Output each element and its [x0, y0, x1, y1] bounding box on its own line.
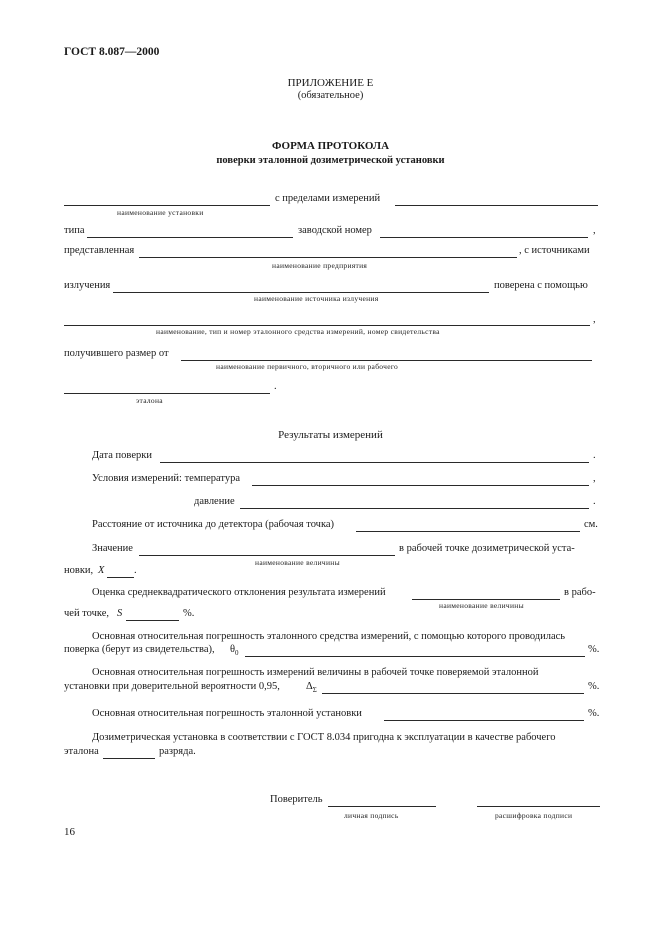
standard-number: ГОСТ 8.087—2000	[64, 46, 160, 58]
caption-enterprise: наименование предприятия	[272, 261, 368, 270]
appendix-subtitle: (обязательное)	[297, 90, 364, 101]
verifier-label: Поверитель	[270, 794, 323, 805]
delta-percent: %.	[588, 681, 600, 692]
setup-error-line[interactable]	[384, 720, 584, 721]
meas-error-line-1: Основная относительная погрешность измерений величины в рабочей точке поверяемой эталонной	[92, 667, 539, 678]
grade-label: разряда.	[159, 746, 196, 757]
etalon-line[interactable]	[64, 393, 270, 394]
appendix-title: ПРИЛОЖЕНИЕ Е	[287, 77, 374, 89]
setup-error-label: Основная относительная погрешность эталонной установки	[92, 708, 362, 719]
enterprise-line[interactable]	[139, 257, 517, 258]
delta-symbol: Δ	[306, 681, 313, 692]
form-subtitle: поверки эталонной дозиметрической установки	[216, 155, 445, 166]
with-sources-label: , с источниками	[519, 245, 590, 256]
temperature-line[interactable]	[252, 485, 589, 486]
cm-label: см.	[584, 519, 598, 530]
s-line[interactable]	[126, 620, 179, 621]
grade-line[interactable]	[103, 758, 155, 759]
form-title: ФОРМА ПРОТОКОЛА	[271, 140, 390, 152]
value-line[interactable]	[139, 555, 395, 556]
radiation-source-line[interactable]	[113, 292, 489, 293]
theta-percent: %.	[588, 644, 600, 655]
date-label: Дата поверки	[92, 450, 152, 461]
type-line[interactable]	[87, 237, 293, 238]
setup-error-percent: %.	[588, 708, 600, 719]
s-percent: %.	[183, 608, 195, 619]
verified-with-label: поверена с помощью	[494, 280, 588, 291]
x-symbol: X	[98, 565, 105, 576]
conditions-label: Условия измерений: температура	[92, 473, 241, 484]
type-label: типа	[64, 225, 85, 236]
value-tail: в рабочей точке дозиметрической уста-	[399, 543, 575, 554]
decode-line[interactable]	[477, 806, 600, 807]
serial-line[interactable]	[380, 237, 588, 238]
delta-sub: Σ	[312, 686, 317, 695]
caption-source: наименование источника излучения	[254, 294, 379, 303]
results-title: Результаты измерений	[278, 429, 383, 441]
reference-line[interactable]	[64, 325, 590, 326]
basic-error-line-2: поверка (берут из свидетельства),	[64, 644, 215, 655]
value-label: Значение	[92, 543, 133, 554]
delta-line[interactable]	[322, 693, 584, 694]
serial-label: заводской номер	[298, 225, 372, 236]
level-line[interactable]	[181, 360, 592, 361]
radiation-label: излучения	[64, 280, 111, 291]
conclusion-etalon: эталона	[64, 746, 99, 757]
caption-level: наименование первичного, вторичного или рабочего	[216, 362, 399, 371]
presented-label: представленная	[64, 245, 135, 256]
date-line[interactable]	[160, 462, 589, 463]
basic-error-line-1: Основная относительная погрешность эталонного средства измерений, с помощью которого проводилась	[92, 631, 566, 642]
pressure-line[interactable]	[240, 508, 589, 509]
caption-signature: личная подпись	[344, 811, 399, 820]
caption-reference: наименование, тип и номер эталонного средства измерений, номер свидетельства	[156, 327, 440, 336]
signature-line[interactable]	[328, 806, 436, 807]
caption-quantity-2: наименование величины	[439, 601, 524, 610]
work-point-label: чей точке,	[64, 608, 110, 619]
received-size-label: получившего размер от	[64, 348, 169, 359]
theta-symbol: θ	[230, 644, 236, 655]
conclusion-line-1: Дозиметрическая установка в соответствии с ГОСТ 8.034 пригодна к эксплуатации в качестве рабочего	[92, 732, 556, 743]
rms-tail: в рабо-	[564, 587, 596, 598]
distance-line[interactable]	[356, 531, 580, 532]
rms-line[interactable]	[412, 599, 560, 600]
setup-x-label: новки,	[64, 565, 94, 576]
theta-sub: 0	[235, 649, 239, 658]
caption-quantity: наименование величины	[255, 558, 340, 567]
rms-label: Оценка среднеквадратического отклонения результата измерений	[92, 587, 386, 598]
distance-label: Расстояние от источника до детектора (рабочая точка)	[92, 519, 335, 530]
x-line[interactable]	[107, 577, 134, 578]
caption-setup-name: наименование установки	[117, 208, 204, 217]
limits-label: с пределами измерений	[275, 193, 381, 204]
theta-line[interactable]	[245, 656, 585, 657]
pressure-label: давление	[194, 496, 235, 507]
setup-name-line[interactable]	[64, 205, 270, 206]
caption-decode: расшифровка подписи	[495, 811, 573, 820]
s-symbol: S	[117, 608, 123, 619]
page-number: 16	[64, 826, 75, 838]
meas-error-line-2: установки при доверительной вероятности 0,95,	[64, 681, 280, 692]
caption-etalon: эталона	[136, 396, 163, 405]
limits-line[interactable]	[395, 205, 598, 206]
document-page: ГОСТ 8.087—2000 ПРИЛОЖЕНИЕ Е (обязательное) ФОРМА ПРОТОКОЛА поверки эталонной дозиметрической установки с пределами измерений наименование установки типа заводской номер , представленная , с источниками наименование предприятия излучения поверена с помощью наименование источника излучения , наименование, тип и номер эталонного средства измерений, номер свидетельства получившего размер от наименование первичного, вторичного или рабочего . эталона Результаты измерений Дата поверки . Условия измерений: температура , давление . Расстояние от источника до детектора (рабочая точка) см. Значение в рабочей точке дозиметрической уста- наименование величины новки, X . Оценка среднеквадратического отклонения результата измерений в рабо- наименование величины чей точке, S %. Основная относительная погрешность эталонного средства измерений, с помощью которого проводилась поверка (берут из свидетельства), $\theta_0$ %. Основная относительная погрешность измерений величины в рабочей точке поверяемой эталонной установки при доверительной вероятности 0,95, $\Delta_\Sigma$ %. Основная относительная погрешность эталонной установки %. Дозиметрическая установка в соответствии с ГОСТ 8.034 пригодна к эксплуатации в качестве рабочего эталона разряда. Поверитель личная подпись расшифровка подписи 16	[0, 0, 661, 936]
